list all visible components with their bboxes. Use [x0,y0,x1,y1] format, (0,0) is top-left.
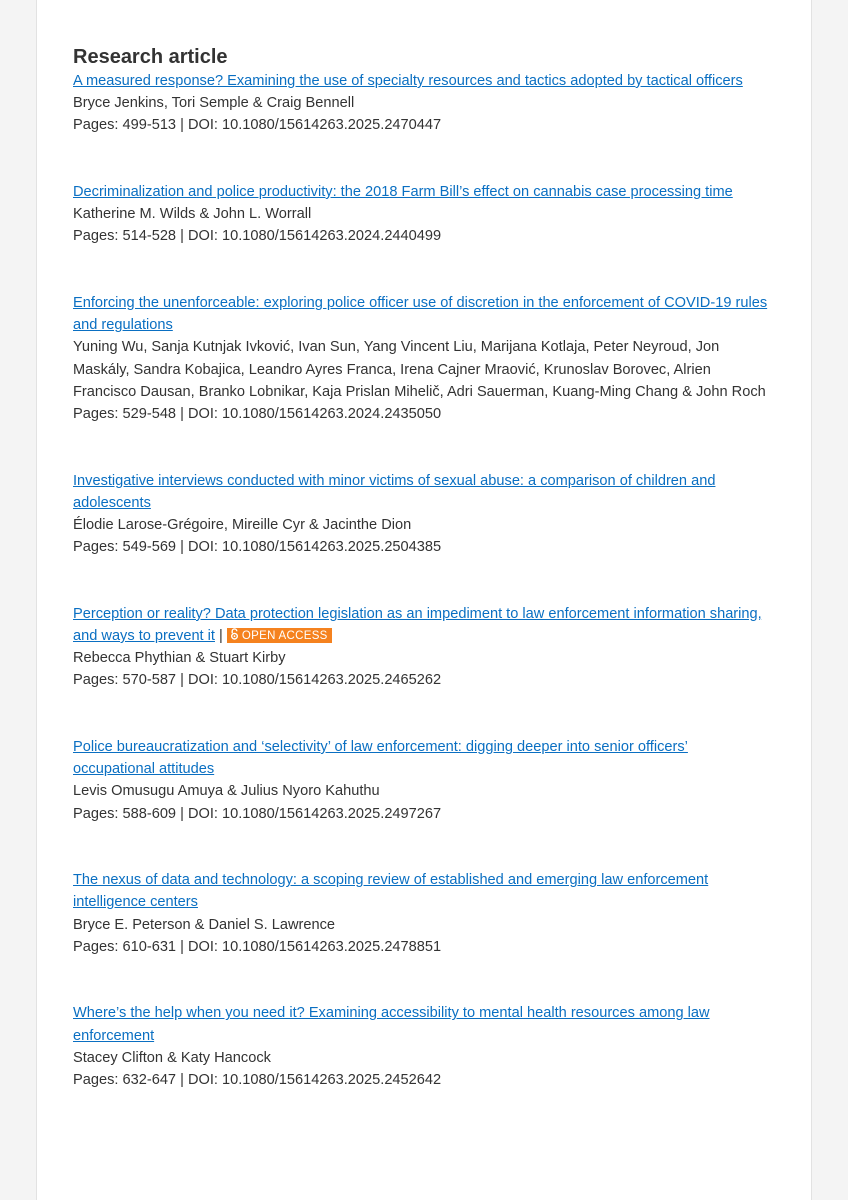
article-title-link[interactable]: Police bureaucratization and ‘selectivity’ of law enforcement: digging deeper into senior officers’ occupational attitudes [73,739,688,778]
article-item [73,70,773,137]
section-title: Research article [73,46,228,68]
article-item [73,736,773,825]
article-authors: Bryce E. Peterson & Daniel S. Lawrence [73,916,336,933]
document-page [36,0,812,1200]
open-access-label: OPEN ACCESS [241,630,328,643]
article-meta: Pages: 549-569 | DOI: 10.1080/15614263.2025.2504385 [73,539,442,556]
title-separator: | [219,628,223,645]
article-meta: Pages: 529-548 | DOI: 10.1080/15614263.2024.2435050 [73,406,442,423]
article-authors: Levis Omusugu Amuya & Julius Nyoro Kahuthu [73,783,380,800]
article-authors: Rebecca Phythian & Stuart Kirby [73,650,286,667]
article-meta: Pages: 570-587 | DOI: 10.1080/15614263.2025.2465262 [73,672,442,689]
article-list [73,44,773,1136]
article-title-link[interactable]: Where’s the help when you need it? Examining accessibility to mental health resources among law enforcement [73,1005,710,1044]
article-title-link[interactable]: A measured response? Examining the use of specialty resources and tactics adopted by tactical officers [73,73,743,89]
article-authors: Élodie Larose-Grégoire, Mireille Cyr & Jacinthe Dion [73,517,412,534]
article-meta: Pages: 632-647 | DOI: 10.1080/15614263.2025.2452642 [73,1072,442,1089]
article-item [73,181,773,248]
article-title-link[interactable]: Enforcing the unenforceable: exploring police officer use of discretion in the enforcement of COVID-19 rules and regulations [73,295,768,334]
article-authors: Yuning Wu, Sanja Kutnjak Ivković, Ivan Sun, Yang Vincent Liu, Marijana Kotlaja, Peter Neyroud, Jon Maskály, Sandra Kobajica, Leandro Ayres Franca, Irena Cajner Mraović, Krunoslav Borovec, Alrien Francisco Dausan, Branko Lobnikar, Kaja Prislan Mihelič, Adri Sauerman, Kuang-Ming Chang & John Roch [73,339,766,400]
article-authors: Bryce Jenkins, Tori Semple & Craig Bennell [73,95,355,112]
article-item [73,470,773,559]
article-item [73,603,773,692]
article-item [73,292,773,425]
article-title-link[interactable]: The nexus of data and technology: a scoping review of established and emerging law enforcement intelligence centers [73,872,709,911]
article-item [73,869,773,958]
article-meta: Pages: 499-513 | DOI: 10.1080/15614263.2025.2470447 [73,117,442,134]
article-meta: Pages: 514-528 | DOI: 10.1080/15614263.2024.2440499 [73,228,442,245]
open-lock-icon [230,628,239,640]
article-authors: Katherine M. Wilds & John L. Worrall [73,206,312,223]
article-authors: Stacey Clifton & Katy Hancock [73,1049,271,1066]
open-access-badge [227,628,332,643]
article-title-link[interactable]: Perception or reality? Data protection legislation as an impediment to law enforcement information sharing, and ways to prevent it [73,605,762,645]
article-item [73,1002,773,1091]
article-title-link[interactable]: Decriminalization and police productivity: the 2018 Farm Bill’s effect on cannabis case processing time [73,184,733,200]
article-meta: Pages: 588-609 | DOI: 10.1080/15614263.2025.2497267 [73,805,442,822]
article-meta: Pages: 610-631 | DOI: 10.1080/15614263.2025.2478851 [73,938,442,955]
article-title-link[interactable]: Investigative interviews conducted with minor victims of sexual abuse: a comparison of children and adolescents [73,472,716,511]
